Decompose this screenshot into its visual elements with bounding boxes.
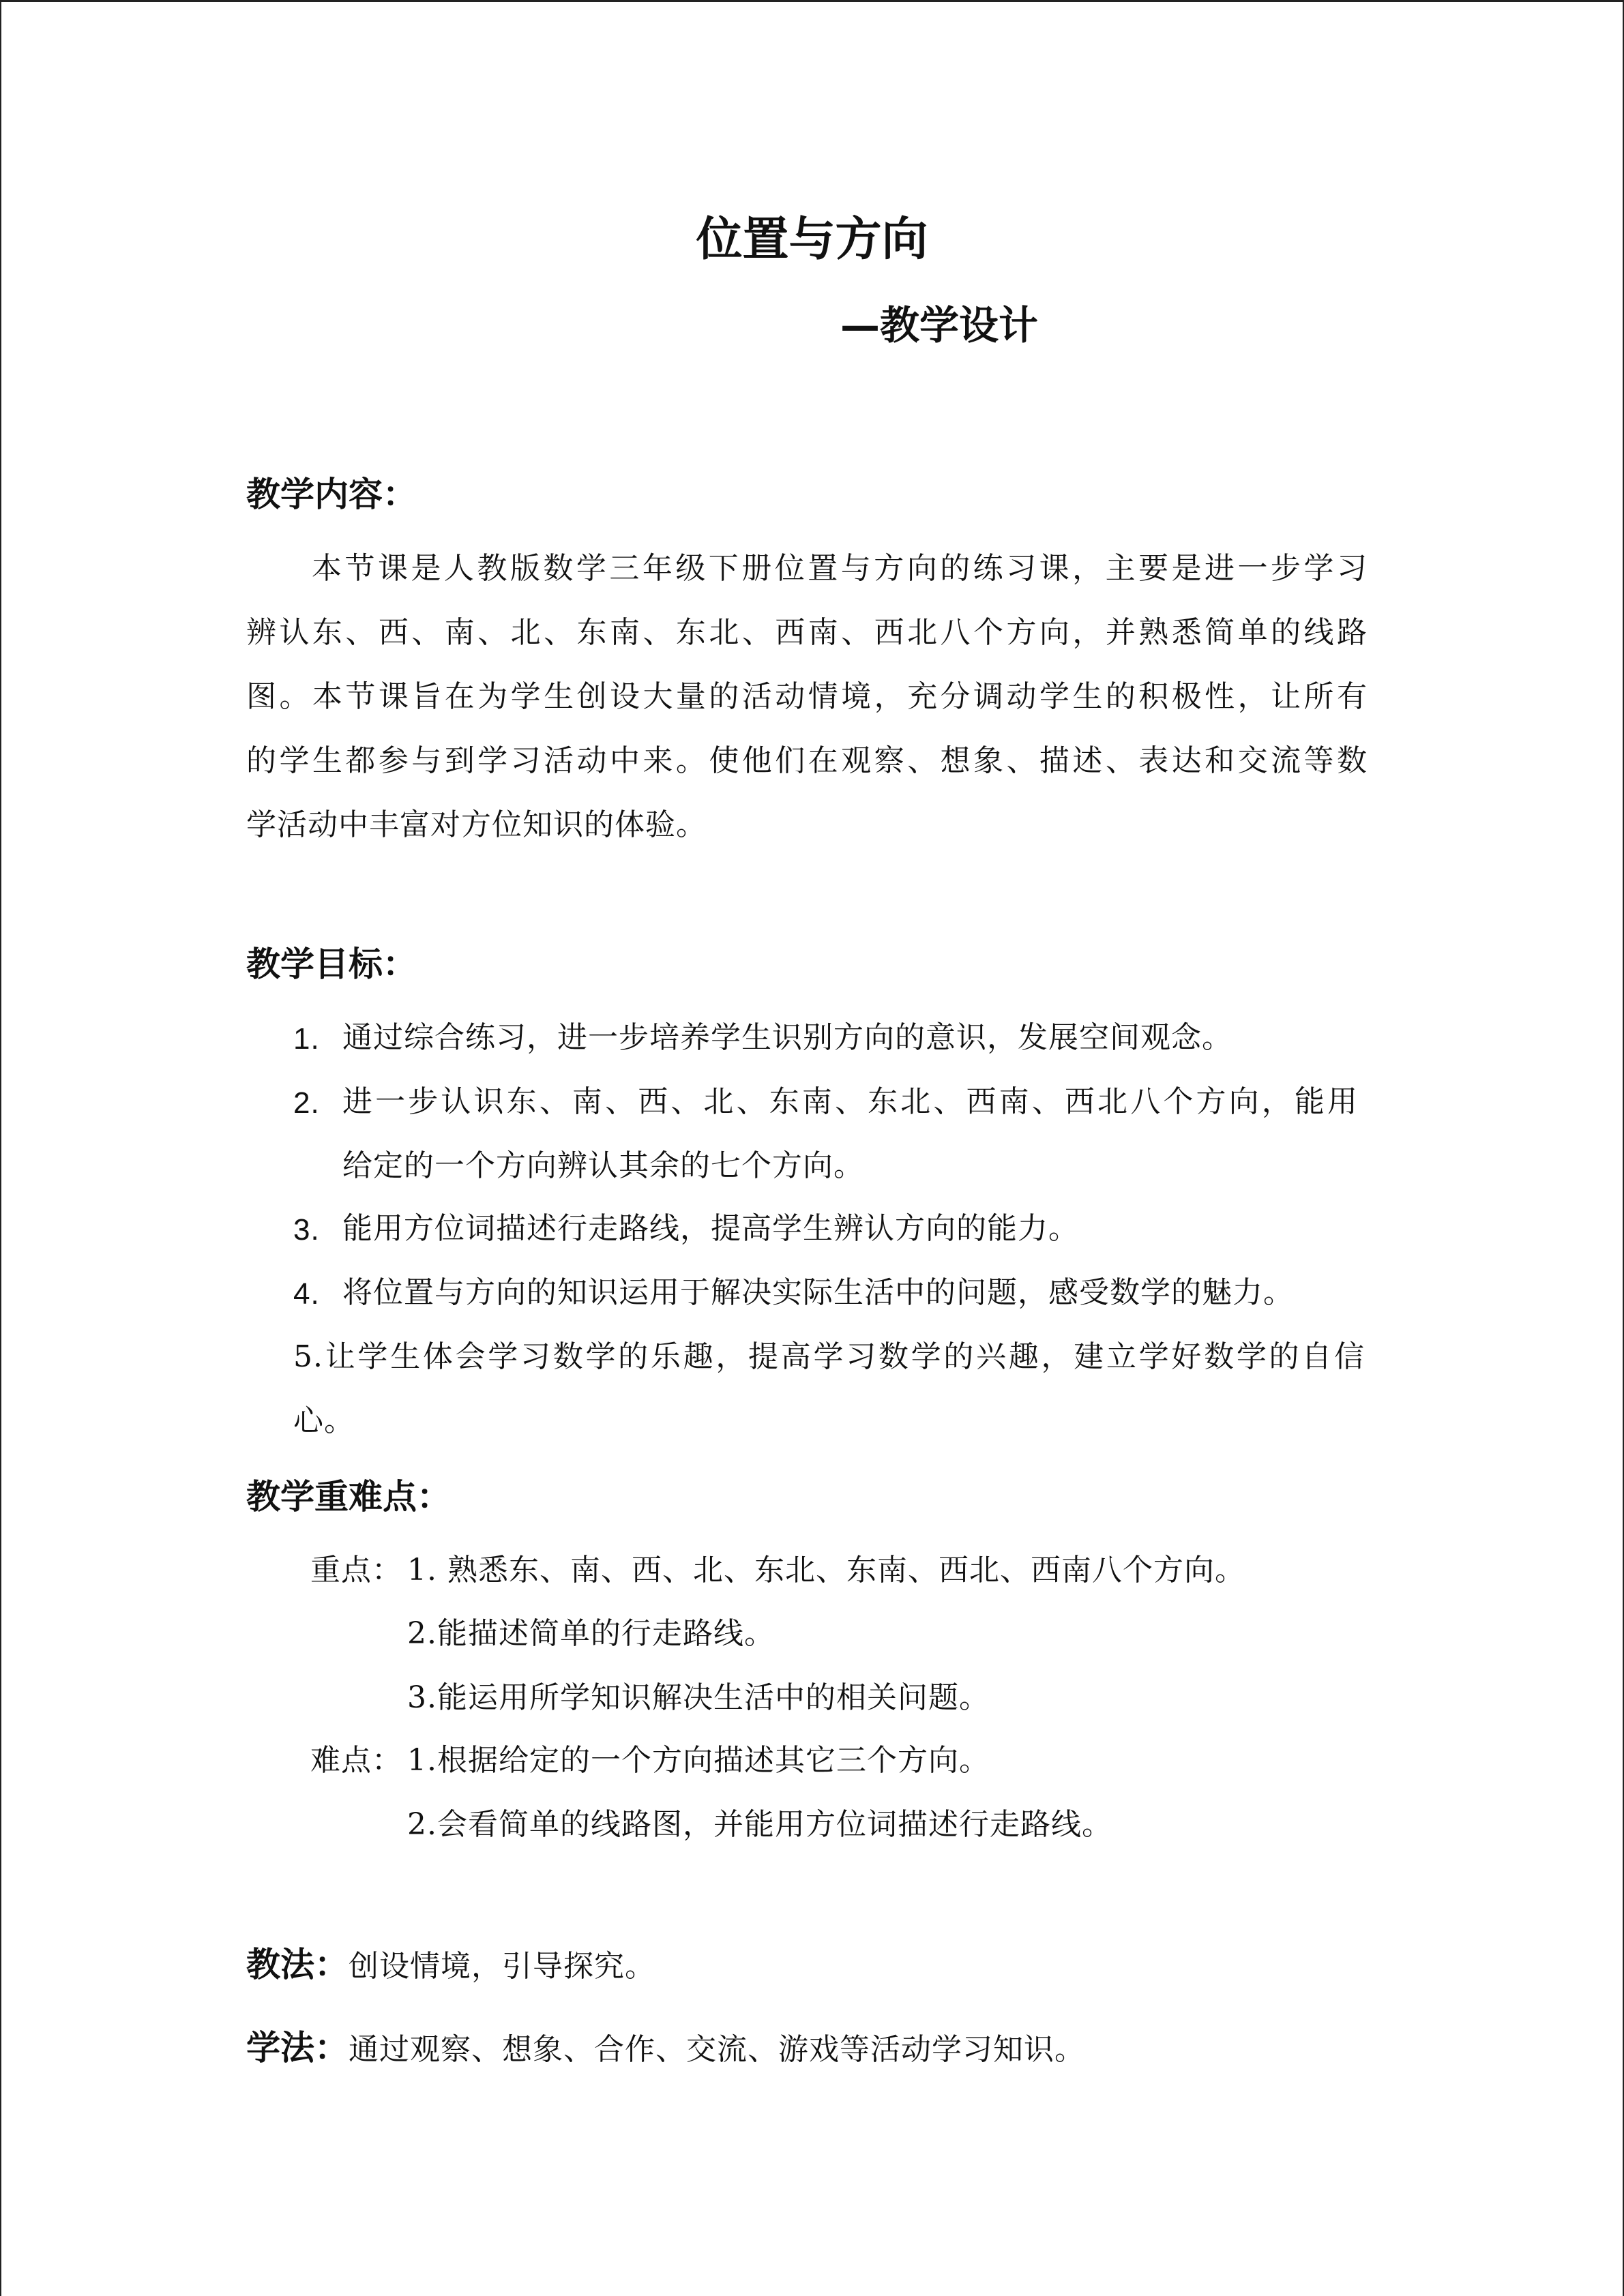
focus-item-2: 2.能描述简单的行走路线。 [407, 1616, 775, 1651]
objective-3-text: 能用方位词描述行走路线，提高学生辨认方向的能力。 [342, 1211, 1079, 1246]
objectives-heading: 教学目标： [246, 944, 417, 984]
focus-label: 重点： [310, 1553, 402, 1587]
objective-1-number: 1. [293, 1022, 320, 1056]
difficulty-item-2: 2.会看简单的线路图，并能用方位词描述行走路线。 [407, 1807, 1112, 1842]
objective-2-number: 2. [293, 1086, 320, 1120]
learning-method-label: 学法： [246, 2028, 349, 2068]
focus-item-1: 1. 熟悉东、南、西、北、东北、东南、西北、西南八个方向。 [407, 1553, 1245, 1587]
teaching-method-label: 教法： [246, 1945, 349, 1984]
document-title: 位置与方向 [696, 213, 928, 267]
difficulty-label: 难点： [310, 1743, 402, 1778]
objective-3-number: 3. [293, 1213, 320, 1247]
teaching-method-line [246, 1945, 655, 1984]
teaching-method-text: 创设情境，引导探究。 [349, 1949, 655, 1984]
difficulty-item-1: 1.根据给定的一个方向描述其它三个方向。 [407, 1743, 990, 1778]
content-line-3: 图。本节课旨在为学生创设大量的活动情境，充分调动学生的积极性，让所有 [246, 679, 1368, 714]
focus-item-3: 3.能运用所学知识解决生活中的相关问题。 [407, 1680, 990, 1715]
content-heading: 教学内容： [246, 475, 417, 514]
key-points-heading: 教学重难点： [246, 1477, 451, 1517]
objective-2-continued: 给定的一个方向辨认其余的七个方向。 [342, 1148, 864, 1183]
objective-2-text: 进一步认识东、南、西、北、东南、东北、西南、西北八个方向，能用 [342, 1084, 1358, 1119]
objective-4-number: 4. [293, 1277, 320, 1311]
objective-4-text: 将位置与方向的知识运用于解决实际生活中的问题，感受数学的魅力。 [342, 1275, 1294, 1310]
content-line-4: 的学生都参与到学习活动中来。使他们在观察、想象、描述、表达和交流等数 [246, 743, 1368, 778]
content-line-5: 学活动中丰富对方位知识的体验。 [246, 807, 707, 842]
content-line-1: 本节课是人教版数学三年级下册位置与方向的练习课，主要是进一步学习 [312, 551, 1368, 586]
document-subtitle: —教学设计 [840, 302, 1039, 348]
objective-1-text: 通过综合练习，进一步培养学生识别方向的意识，发展空间观念。 [342, 1020, 1232, 1055]
content-line-2: 辨认东、西、南、北、东南、东北、西南、西北八个方向，并熟悉简单的线路 [246, 615, 1368, 650]
learning-method-text: 通过观察、想象、合作、交流、游戏等活动学习知识。 [349, 2032, 1085, 2067]
objective-5-text: 5.让学生体会学习数学的乐趣，提高学习数学的兴趣，建立学好数学的自信 [293, 1339, 1365, 1374]
objective-5-continued: 心。 [293, 1403, 355, 1438]
learning-method-line [246, 2028, 1085, 2068]
